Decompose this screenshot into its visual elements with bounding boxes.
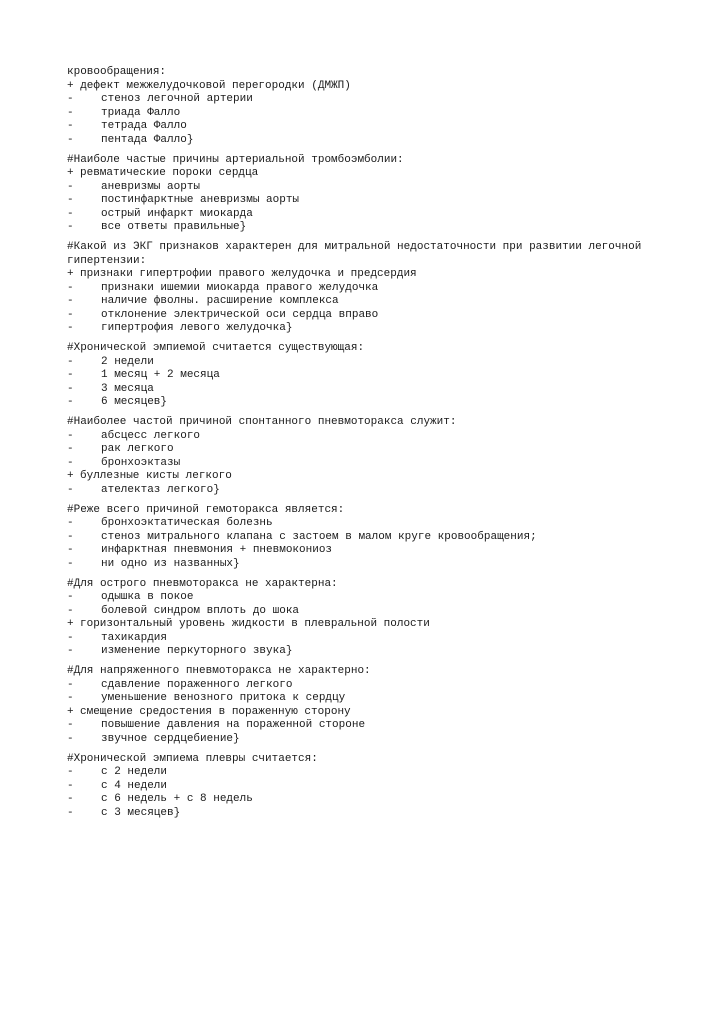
answer-option bbox=[67, 208, 707, 222]
option-marker: - bbox=[67, 382, 74, 395]
option-text: ателектаз легкого} bbox=[101, 483, 220, 496]
option-marker: - bbox=[67, 719, 74, 731]
option-marker: - bbox=[67, 530, 74, 543]
option-text: постинфарктные аневризмы аорты bbox=[101, 194, 300, 206]
option-marker: - bbox=[67, 443, 74, 455]
option-marker: - bbox=[67, 281, 74, 294]
option-text: тетрада Фалло bbox=[101, 120, 187, 132]
option-marker: - bbox=[67, 557, 74, 570]
option-text: звучное сердцебиение} bbox=[101, 732, 240, 745]
option-marker: + bbox=[67, 167, 74, 179]
option-marker: + bbox=[67, 705, 74, 718]
option-marker: - bbox=[67, 766, 74, 778]
option-marker: - bbox=[67, 221, 74, 233]
option-text: острый инфаркт миокарда bbox=[101, 207, 253, 220]
option-marker: + bbox=[67, 470, 74, 482]
option-marker: - bbox=[67, 369, 74, 381]
document-page bbox=[67, 66, 707, 827]
answer-option bbox=[67, 181, 707, 195]
question-text: #Какой из ЭКГ признаков характерен для митральной недостаточности при развитии легочной гипертензии: bbox=[67, 241, 648, 267]
answer-option bbox=[67, 107, 707, 121]
option-marker: - bbox=[67, 806, 74, 819]
question-block bbox=[67, 241, 707, 336]
option-text: одышка в покое bbox=[101, 591, 194, 603]
answer-option bbox=[67, 396, 707, 410]
option-text: 2 недели bbox=[101, 355, 154, 368]
option-text: изменение перкуторного звука} bbox=[101, 645, 293, 657]
answer-option bbox=[67, 221, 707, 235]
answer-option bbox=[67, 322, 707, 336]
option-marker: - bbox=[67, 396, 74, 408]
option-marker: - bbox=[67, 355, 74, 368]
option-text: отклонение электрической оси сердца вправо bbox=[101, 308, 379, 321]
answer-option bbox=[67, 309, 707, 323]
option-text: гипертрофия левого желудочка} bbox=[101, 322, 293, 334]
option-marker: - bbox=[67, 133, 74, 146]
question-text: #Для острого пневмоторакса не характерна: bbox=[67, 577, 338, 590]
option-marker: - bbox=[67, 631, 74, 644]
correct-answer-option bbox=[67, 268, 707, 282]
answer-option bbox=[67, 807, 707, 821]
option-text: буллезные кисты легкого bbox=[80, 470, 232, 482]
option-text: бронхоэктатическая болезнь bbox=[101, 517, 273, 529]
answer-option bbox=[67, 531, 707, 545]
option-text: с 6 недель + с 8 недель bbox=[101, 793, 253, 805]
option-marker: - bbox=[67, 429, 74, 442]
answer-option bbox=[67, 645, 707, 659]
answer-option bbox=[67, 369, 707, 383]
answer-option bbox=[67, 356, 707, 370]
option-text: пентада Фалло} bbox=[101, 133, 194, 146]
question-text: #Наиболе частые причины артериальной тромбоэмболии: bbox=[67, 153, 404, 166]
answer-option bbox=[67, 430, 707, 444]
option-text: абсцесс легкого bbox=[101, 429, 201, 442]
intro-line: + дефект межжелудочковой перегородки (ДМЖП) bbox=[67, 79, 351, 92]
option-text: стеноз митрального клапана с застоем в малом круге кровообращения; bbox=[101, 530, 537, 543]
question-text: #Хронической эмпиема плевры считается: bbox=[67, 752, 318, 765]
option-marker: - bbox=[67, 483, 74, 496]
answer-option bbox=[67, 719, 707, 733]
answer-option bbox=[67, 591, 707, 605]
question-block bbox=[67, 342, 707, 410]
answer-option bbox=[67, 282, 707, 296]
option-marker: - bbox=[67, 678, 74, 691]
answer-option bbox=[67, 383, 707, 397]
option-marker: - bbox=[67, 194, 74, 206]
option-text: с 4 недели bbox=[101, 779, 168, 792]
option-text: ни одно из названных} bbox=[101, 557, 240, 570]
option-text: аневризмы аорты bbox=[101, 180, 201, 193]
option-marker: - bbox=[67, 779, 74, 792]
option-marker: - bbox=[67, 517, 74, 529]
answer-option bbox=[67, 517, 707, 531]
question-block bbox=[67, 416, 707, 497]
option-marker: - bbox=[67, 456, 74, 469]
answer-option bbox=[67, 780, 707, 794]
question-block bbox=[67, 578, 707, 659]
correct-answer-option bbox=[67, 618, 707, 632]
option-marker: - bbox=[67, 106, 74, 119]
answer-option bbox=[67, 134, 707, 148]
option-text: признаки ишемии миокарда правого желудочка bbox=[101, 281, 379, 294]
option-marker: + bbox=[67, 618, 74, 630]
option-text: смещение средостения в пораженную сторону bbox=[80, 705, 351, 718]
option-marker: - bbox=[67, 120, 74, 132]
option-text: ревматические пороки сердца bbox=[80, 167, 259, 179]
option-text: инфарктная пневмония + пневмокониоз bbox=[101, 544, 333, 556]
answer-option bbox=[67, 484, 707, 498]
option-text: стеноз легочной артерии bbox=[101, 93, 253, 105]
option-marker: - bbox=[67, 591, 74, 603]
option-text: бронхоэктазы bbox=[101, 456, 181, 469]
question-text: #Наиболее частой причиной спонтанного пневмоторакса служит: bbox=[67, 416, 457, 428]
option-marker: - bbox=[67, 93, 74, 105]
option-marker: - bbox=[67, 692, 74, 704]
intro-line: кровообращения: bbox=[67, 66, 167, 78]
answer-option bbox=[67, 679, 707, 693]
answer-option bbox=[67, 443, 707, 457]
option-marker: - bbox=[67, 308, 74, 321]
question-block bbox=[67, 665, 707, 746]
questions-list bbox=[67, 154, 707, 821]
question-text: #Реже всего причиной гемоторакса является: bbox=[67, 503, 345, 516]
option-marker: - bbox=[67, 604, 74, 617]
question-block bbox=[67, 504, 707, 572]
option-marker: - bbox=[67, 180, 74, 193]
answer-option bbox=[67, 766, 707, 780]
option-marker: - bbox=[67, 732, 74, 745]
answer-option bbox=[67, 544, 707, 558]
option-text: рак легкого bbox=[101, 443, 174, 455]
answer-option bbox=[67, 733, 707, 747]
option-text: уменьшение венозного притока к сердцу bbox=[101, 692, 346, 704]
option-text: с 3 месяцев} bbox=[101, 806, 181, 819]
option-text: с 2 недели bbox=[101, 766, 168, 778]
option-text: сдавление пораженного легкого bbox=[101, 678, 293, 691]
answer-option bbox=[67, 120, 707, 134]
option-text: триада Фалло bbox=[101, 106, 181, 119]
question-block bbox=[67, 154, 707, 235]
answer-option bbox=[67, 692, 707, 706]
option-text: признаки гипертрофии правого желудочка и предсердия bbox=[80, 268, 417, 280]
answer-option bbox=[67, 457, 707, 471]
question-text: #Для напряженного пневмоторакса не характерно: bbox=[67, 665, 371, 677]
option-text: тахикардия bbox=[101, 631, 168, 644]
option-text: все ответы правильные} bbox=[101, 221, 247, 233]
answer-option bbox=[67, 93, 707, 107]
option-text: 6 месяцев} bbox=[101, 396, 168, 408]
question-block bbox=[67, 753, 707, 821]
option-marker: - bbox=[67, 295, 74, 307]
correct-answer-option bbox=[67, 706, 707, 720]
option-marker: + bbox=[67, 268, 74, 280]
option-text: горизонтальный уровень жидкости в плевральной полости bbox=[80, 618, 430, 630]
option-marker: - bbox=[67, 793, 74, 805]
option-marker: - bbox=[67, 322, 74, 334]
answer-option bbox=[67, 558, 707, 572]
correct-answer-option bbox=[67, 167, 707, 181]
answer-option bbox=[67, 793, 707, 807]
answer-option bbox=[67, 632, 707, 646]
option-marker: - bbox=[67, 645, 74, 657]
correct-answer-option bbox=[67, 470, 707, 484]
answer-option bbox=[67, 295, 707, 309]
option-marker: - bbox=[67, 207, 74, 220]
answer-option bbox=[67, 194, 707, 208]
question-text: #Хронической эмпиемой считается существующая: bbox=[67, 342, 365, 354]
option-text: наличие фволны. расширение комплекса bbox=[101, 295, 339, 307]
option-text: 3 месяца bbox=[101, 382, 154, 395]
intro-block bbox=[67, 66, 707, 147]
option-text: болевой синдром вплоть до шока bbox=[101, 604, 300, 617]
answer-option bbox=[67, 605, 707, 619]
option-marker: - bbox=[67, 544, 74, 556]
option-text: 1 месяц + 2 месяца bbox=[101, 369, 220, 381]
option-text: повышение давления на пораженной стороне bbox=[101, 719, 366, 731]
